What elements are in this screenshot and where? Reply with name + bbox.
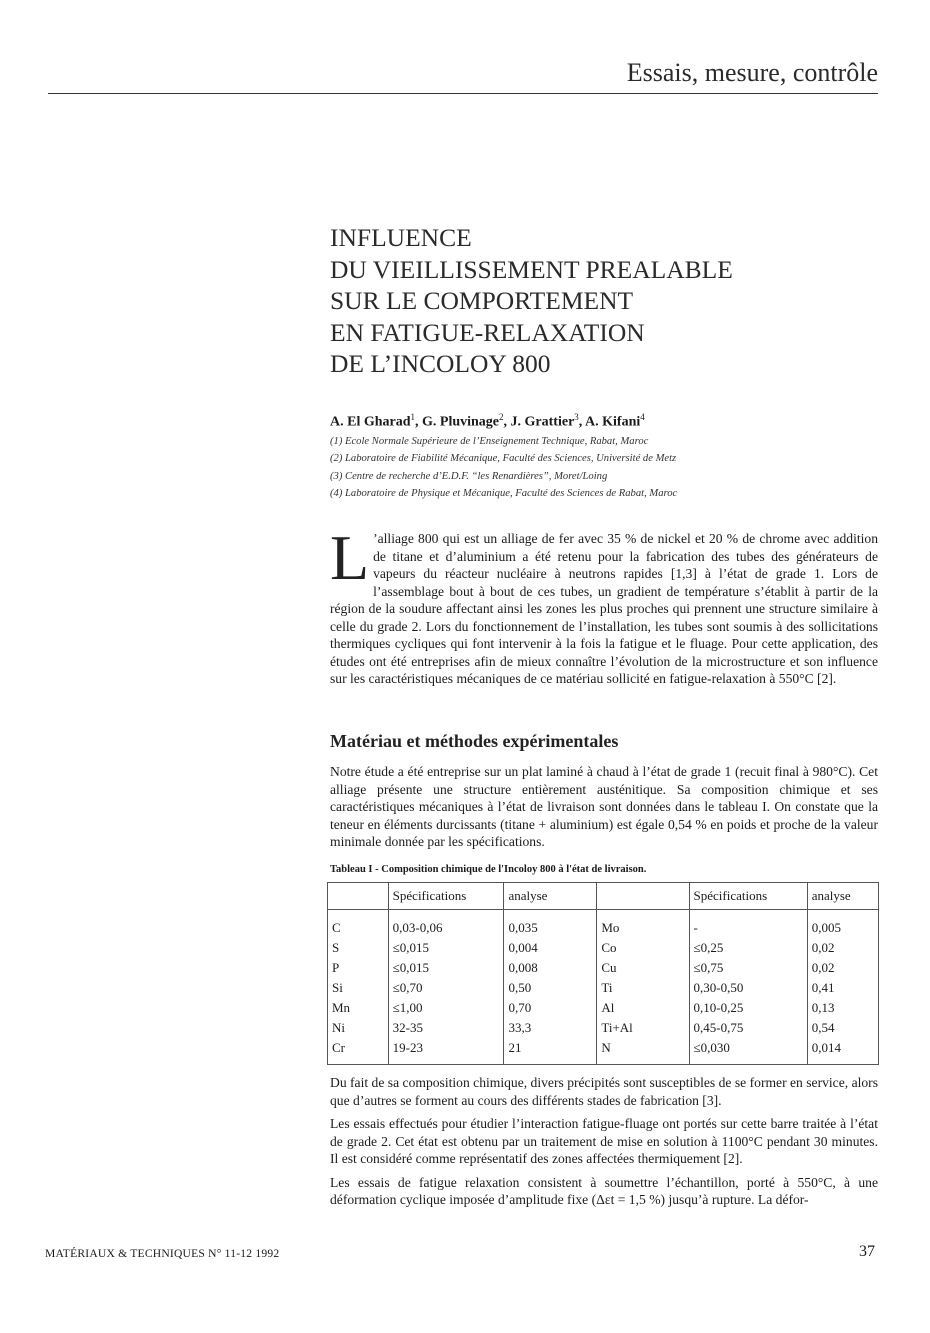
table-cell: Cu — [597, 958, 689, 978]
title-line: DE L’INCOLOY 800 — [330, 349, 551, 378]
table-cell: 0,008 — [504, 958, 597, 978]
table-row — [328, 958, 879, 978]
table-header: analyse — [807, 883, 878, 910]
title-line: INFLUENCE — [330, 223, 472, 252]
article-title — [330, 222, 890, 380]
section-header: Essais, mesure, contrôle — [626, 58, 878, 87]
table-row — [328, 938, 879, 958]
table-cell: ≤1,00 — [388, 998, 504, 1018]
table-header: Spécifications — [689, 883, 807, 910]
title-line: DU VIEILLISSEMENT PREALABLE — [330, 254, 733, 284]
affiliation: (1) Ecole Normale Supérieure de l’Enseignement Technique, Rabat, Maroc — [330, 436, 649, 447]
table-cell: Ni — [332, 1020, 345, 1035]
paragraph: Les essais effectués pour étudier l’interaction fatigue-fluage ont portés sur cette barre traitée à l’état de grade 2. Cet état est obtenu par un traitement de mise en solution à 1100°C pendant 30 minutes. Il est considéré comme représentatif des zones affectées thermiquement [2]. — [330, 1116, 878, 1166]
table-header — [328, 883, 389, 910]
table-row — [328, 1018, 879, 1038]
affiliation: (4) Laboratoire de Physique et Mécanique, Faculté des Sciences de Rabat, Maroc — [330, 488, 678, 500]
intro-paragraph — [330, 522, 878, 688]
author-name: A. Kifani — [585, 414, 641, 430]
paragraph: Les essais de fatigue relaxation consistent à soumettre l’échantillon, porté à 550°C, à une déformation cyclique imposée d’amplitude fixe (Δεt = 1,5 %) jusqu’à rupture. La défor- — [330, 1174, 878, 1207]
table-cell: Co — [597, 938, 689, 958]
table-cell: 0,005 — [807, 910, 878, 939]
table-header: Spécifications — [388, 883, 504, 910]
author-name: J. Grattier — [510, 414, 575, 430]
author-name: A. El Gharad — [330, 414, 411, 430]
table-cell: ≤0,030 — [689, 1038, 807, 1065]
table-cell: 0,45-0,75 — [689, 1018, 807, 1038]
author-sup: 2 — [499, 412, 504, 422]
table-cell: 0,70 — [504, 998, 597, 1018]
table-cell: 0,13 — [807, 998, 878, 1018]
table-header: analyse — [504, 883, 597, 910]
table-cell: 32-35 — [388, 1018, 504, 1038]
table-cell: 0,30-0,50 — [689, 978, 807, 998]
table-cell: N — [597, 1038, 689, 1065]
table-row — [328, 998, 879, 1018]
table-cell: Cr — [332, 1040, 345, 1055]
table-cell: Si — [332, 980, 343, 995]
table-cell: Al — [597, 998, 689, 1018]
drop-cap: L — [330, 522, 370, 593]
author-sup: 1 — [410, 412, 416, 422]
table-row — [328, 1038, 879, 1065]
table-caption: Tableau I - Composition chimique de l'Incoloy 800 à l'état de livraison. — [330, 864, 647, 875]
table-cell: 0,02 — [807, 938, 878, 958]
table-cell: Ti+Al — [597, 1018, 689, 1038]
authors-line: A. El Gharad$^1$, G. Pluvinage$^2$, J. Grattier$^3$, A. Kifani$^4$ — [330, 412, 645, 430]
table-cell: Mo — [597, 910, 689, 939]
table-cell: - — [689, 910, 807, 939]
table-cell: ≤0,70 — [388, 978, 504, 998]
author-name: G. Pluvinage — [422, 414, 500, 430]
table-cell: 19-23 — [388, 1038, 504, 1065]
table-header — [597, 883, 689, 910]
table-cell: 0,035 — [504, 910, 597, 939]
table-cell: ≤0,015 — [388, 938, 504, 958]
table-cell: 0,02 — [807, 958, 878, 978]
table-cell: 0,004 — [504, 938, 597, 958]
composition-table — [327, 882, 879, 1065]
table-cell: ≤0,015 — [388, 958, 504, 978]
table-cell: S — [332, 940, 340, 955]
title-line: EN FATIGUE-RELAXATION — [330, 317, 645, 347]
table-cell: 0,50 — [504, 978, 597, 998]
table-cell: 0,54 — [807, 1018, 878, 1038]
affiliations — [330, 433, 677, 503]
table-cell: 0,03-0,06 — [388, 910, 504, 939]
paragraph: Du fait de sa composition chimique, divers précipités sont susceptibles de se former en service, alors que d’autres se forment au cours des différents stades de fabrication [3]. — [330, 1075, 878, 1108]
table-cell: ≤0,25 — [689, 938, 807, 958]
section-paragraph: Notre étude a été entreprise sur un plat laminé à chaud à l’état de grade 1 (recuit final à 980°C). Cet alliage présente une structure entièrement austénitique. Sa composition chimique et ses caractéristiques mécaniques à l’état de livraison sont données dans le tableau I. On constate que la teneur en éléments durcissants (titane + aluminium) est égale 0,54 % en poids et proche de la valeur minimale donnée par les spécifications. — [330, 764, 878, 849]
table-cell: Mn — [332, 1000, 351, 1015]
table-cell: ≤0,75 — [689, 958, 807, 978]
table-cell: 0,10-0,25 — [689, 998, 807, 1018]
table-row — [328, 910, 879, 939]
table-header-row — [328, 883, 879, 910]
table-cell: 0,014 — [807, 1038, 878, 1065]
table-row — [328, 978, 879, 998]
journal-footer: MATÉRIAUX & TECHNIQUES N° 11-12 1992 — [45, 1247, 280, 1260]
page-number: 37 — [859, 1243, 875, 1260]
table-cell: 33,3 — [504, 1018, 597, 1038]
table-cell: C — [332, 920, 341, 935]
header-rule — [48, 93, 878, 94]
section-heading: Matériau et méthodes expérimentales — [330, 731, 619, 751]
affiliation: (3) Centre de recherche d’E.D.F. “les Renardières”, Moret/Loing — [330, 470, 608, 482]
intro-text: ’alliage 800 qui est un alliage de fer avec 35 % de nickel et 20 % de chrome avec addition de titane et d’aluminium a été retenu pour la fabrication des tubes des générateurs de vapeurs du réacteur nucléaire à neutrons rapides [1,3] à l’état de grade 1. Lors de l’assemblage bout à bout de ces tubes, un gradient de température s’établit à partir de la région de la soudure affectant ainsi les zones les plus proches qui prennent une structure similaire à celle du grade 2. Lors du fonctionnement de l’installation, les tubes sont soumis à des sollicitations thermiques cycliques qui font intervenir à la fois la fatigue et le fluage. Pour cette application, des études ont été entreprises afin de mieux connaître l’évolution de la microstructure et son influence sur les caractéristiques mécaniques de ce matériau sollicité en fatigue-relaxation à 550°C [2]. — [330, 531, 878, 686]
title-line: SUR LE COMPORTEMENT — [330, 286, 634, 315]
author-sup: 3 — [574, 412, 579, 422]
affiliation: (2) Laboratoire de Fiabilité Mécanique, Faculté des Sciences, Université de Metz — [330, 453, 677, 465]
table-cell: 21 — [504, 1038, 597, 1065]
table-cell: P — [332, 960, 340, 975]
after-table-text — [330, 1074, 878, 1215]
table-cell: Ti — [597, 978, 689, 998]
author-sup: 4 — [640, 412, 645, 422]
table-cell: 0,41 — [807, 978, 878, 998]
